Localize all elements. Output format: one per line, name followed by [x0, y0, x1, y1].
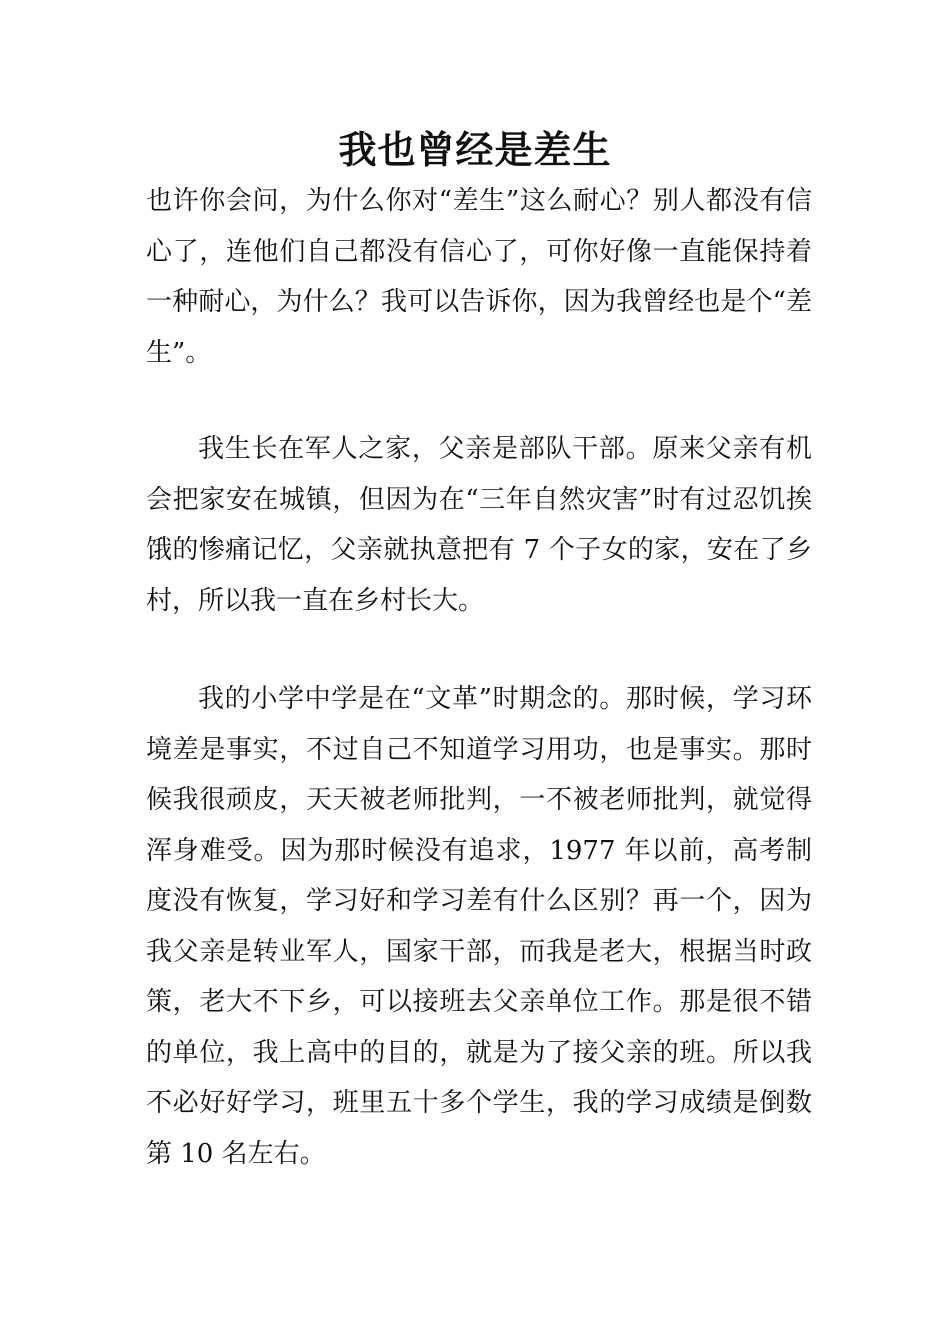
paragraph-1: 也许你会问，为什么你对“差生”这么耐心？别人都没有信心了，连他们自己都没有信心了，可你好像一直能保持着一种耐心，为什么？我可以告诉你，因为我曾经也是个“差生”。 [146, 186, 812, 368]
paragraph-3: 我的小学中学是在“文革”时期念的。那时候，学习环境差是事实，不过自己不知道学习用功，也是事实。那时候我很顽皮，天天被老师批判，一不被老师批判，就觉得浑身难受。因为那时候没有追求，1977 年以前，高考制度没有恢复，学习好和学习差有什么区别？再一个，因为我父亲是转业军人，国家干部，而我是老大，根据当时政策，老大不下乡，可以接班去父亲单位工作。那是很不错的单位，我上高中的目的，就是为了接父亲的班。所以我不必好好学习，班里五十多个学生，我的学习成绩是倒数第 10 名左右。 [146, 684, 812, 1169]
document-title: 我也曾经是差生 [338, 128, 612, 172]
paragraph-2: 我生长在军人之家，父亲是部队干部。原来父亲有机会把家安在城镇，但因为在“三年自然灾害”时有过忍饥挨饿的惨痛记忆，父亲就执意把有 7 个子女的家，安在了乡村，所以我一直在乡村长大。 [146, 434, 812, 616]
